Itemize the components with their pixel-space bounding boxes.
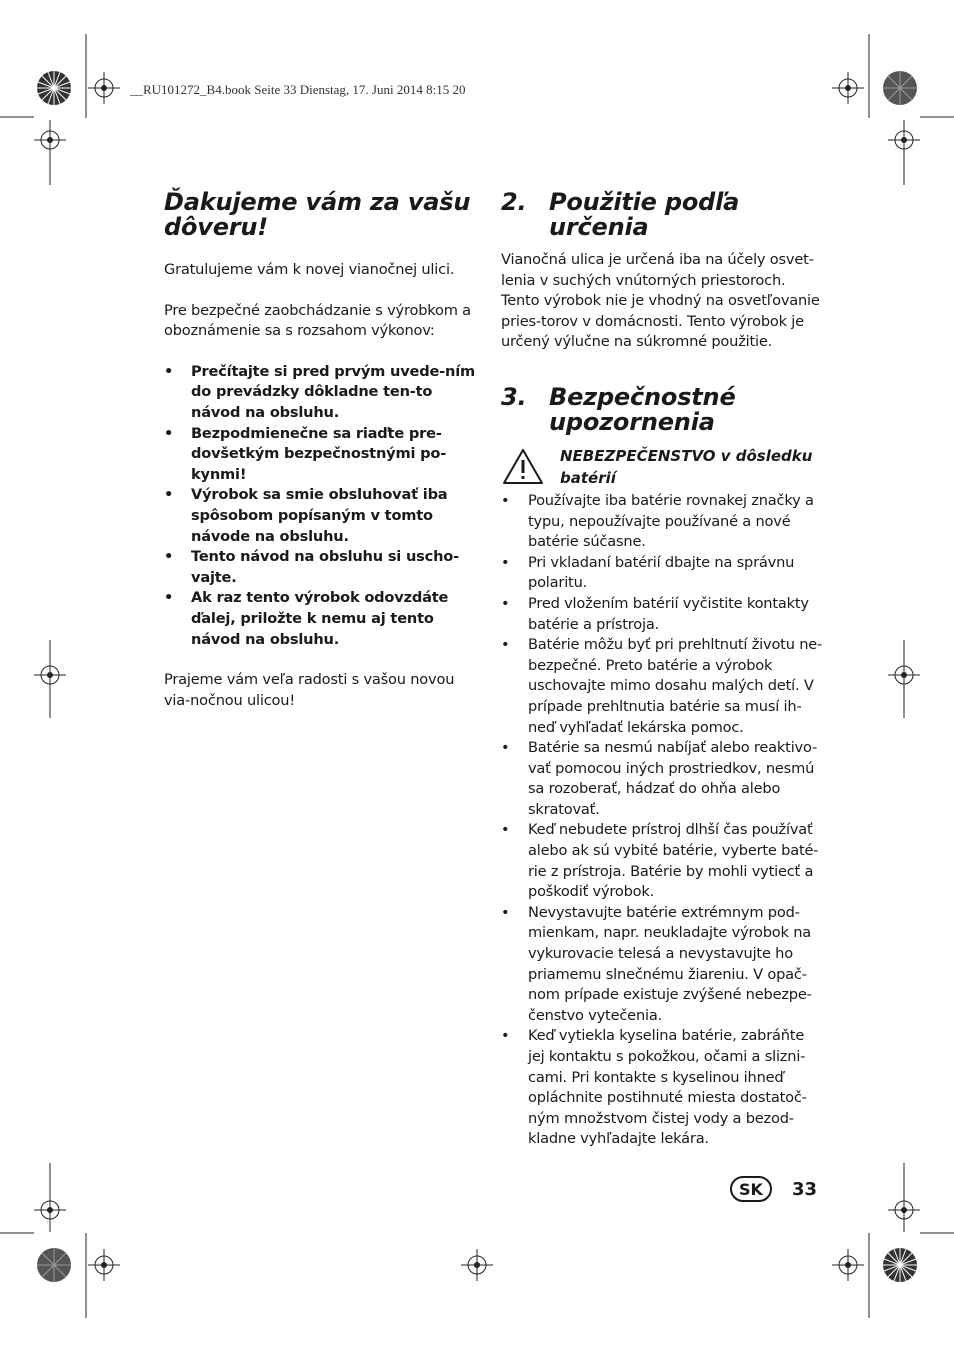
list-item: • Výrobok sa smie obsluhovať iba spôsobom popísaným v tomto návode na obsluhu. bbox=[164, 485, 484, 547]
language-badge: SK bbox=[730, 1176, 772, 1202]
page-footer bbox=[730, 1176, 817, 1202]
section-2-body: Vianočná ulica je určená iba na účely osvet-lenia v suchých vnútorných priestoroch. Tento výrobok nie je vhodný na osvetľovanie pries-torov v domácnosti. Tento výrobok je určený výlučne na súkromné použitie. bbox=[501, 251, 820, 351]
section-3-heading bbox=[501, 382, 823, 436]
list-item: • Nevystavujte batérie extrémnym pod-mienkam, napr. neukladajte výrobok na vykurovacie telesá a nevystavujte ho priamemu slnečnému žiareniu. V opač-nom prípade existuje zvýšené nebezpe-čenstvo vytečenia. bbox=[501, 903, 823, 1027]
list-item: • Batérie môžu byť pri prehltnutí životu ne-bezpečné. Preto batérie a výrobok uschovajte mimo dosahu malých detí. V prípade prehltnutia batérie sa musí ih-neď vyhľadať lekárska pomoc. bbox=[501, 635, 823, 738]
page-number: 33 bbox=[792, 1178, 818, 1200]
thanks-heading: Ďakujeme vám za vašu dôveru! bbox=[164, 188, 471, 241]
instructions-list bbox=[164, 362, 484, 650]
section-2-title: Použitie podľa určenia bbox=[549, 188, 740, 241]
right-column bbox=[501, 190, 823, 1150]
list-item: • Používajte iba batérie rovnakej značky a typu, nepoužívajte používané a nové batérie súčasne. bbox=[501, 491, 823, 553]
closing-text: Prajeme vám veľa radosti s vašou novou via-nočnou ulicou! bbox=[164, 671, 455, 709]
list-item: • Pred vložením batérií vyčistite kontakty batérie a prístroja. bbox=[501, 594, 823, 635]
section-2-heading bbox=[501, 190, 823, 240]
list-item: • Ak raz tento výrobok odovzdáte ďalej, priložte k nemu aj tento návod na obsluhu. bbox=[164, 588, 484, 650]
warning-triangle-icon bbox=[501, 447, 545, 487]
print-meta-line: __RU101272_B4.book Seite 33 Dienstag, 17. Juni 2014 8:15 20 bbox=[130, 82, 466, 97]
list-item: • Bezpodmienečne sa riaďte pre-dovšetkým bezpečnostnými po-kynmi! bbox=[164, 424, 484, 486]
battery-safety-list bbox=[501, 491, 823, 1150]
list-item: • Keď vytiekla kyselina batérie, zabráňte jej kontaktu s pokožkou, očami a slizni-cami. Pri kontakte s kyselinou ihneď opláchnite postihnuté miesta dostatoč-ným množstvom čistej vody a bezod-kladne vyhľadajte lekára. bbox=[501, 1026, 823, 1150]
section-3-number: 3. bbox=[501, 382, 527, 411]
intro-congrats: Gratulujeme vám k novej vianočnej ulici. bbox=[164, 261, 455, 278]
list-item: • Batérie sa nesmú nabíjať alebo reaktivo-vať pomocou iných prostriedkov, nesmú sa rozoberať, hádzať do ohňa alebo skratovať. bbox=[501, 738, 823, 820]
list-item: • Prečítajte si pred prvým uvede-ním do prevádzky dôkladne ten-to návod na obsluhu. bbox=[164, 362, 484, 424]
section-3-title: Bezpečnostné upozornenia bbox=[549, 382, 736, 436]
section-2-number: 2. bbox=[501, 188, 527, 216]
list-item: • Pri vkladaní batérií dbajte na správnu polaritu. bbox=[501, 553, 823, 594]
intro-safety: Pre bezpečné zaobchádzanie s výrobkom a oboznámenie sa s rozsahom výkonov: bbox=[164, 301, 471, 340]
warning-block bbox=[501, 445, 823, 489]
list-item: • Tento návod na obsluhu si uscho-vajte. bbox=[164, 547, 484, 588]
left-column bbox=[164, 190, 484, 711]
warning-title: NEBEZPEČENSTVO v dôsledku batérií bbox=[560, 446, 813, 487]
list-item: • Keď nebudete prístroj dlhší čas používať alebo ak sú vybité batérie, vyberte baté-rie z prístroja. Batérie by mohli vytiecť a poškodiť výrobok. bbox=[501, 820, 823, 902]
